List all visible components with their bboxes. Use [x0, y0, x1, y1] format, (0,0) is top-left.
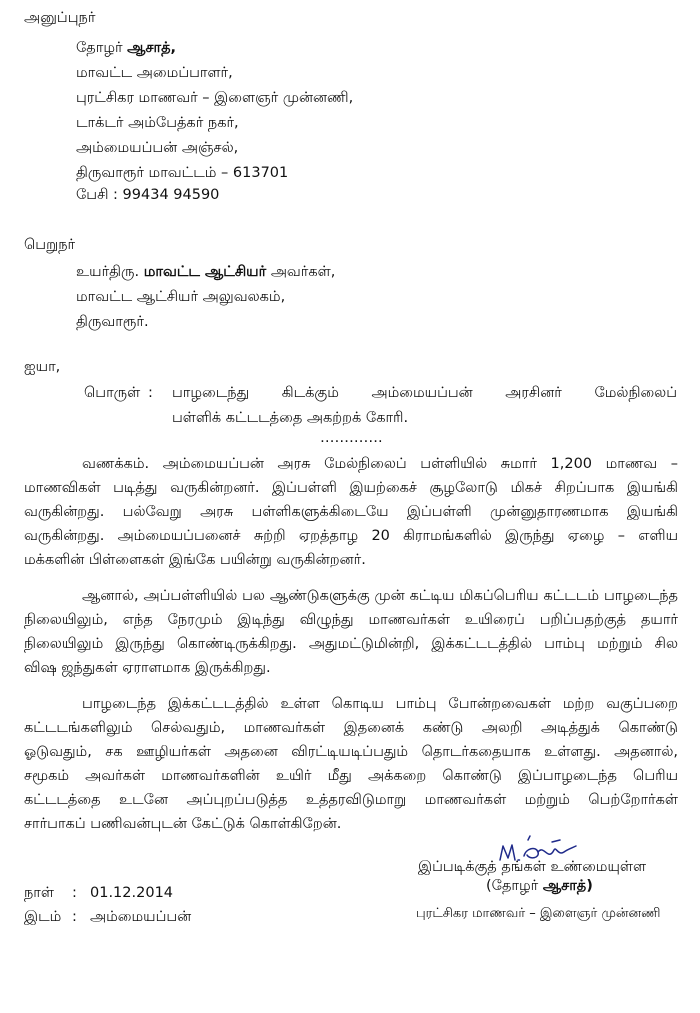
sender-name-line — [76, 38, 176, 58]
paragraph-line: வணக்கம். அம்மையப்பன் அரசு மேல்நிலைப் பள்ளியில் சுமார் 1,200 மாணவ – — [82, 456, 678, 472]
subject-dots: …………. — [320, 430, 383, 446]
paragraph-line: நிலையிலும், எந்த நேரமும் இடிந்து விழுந்து மாணவர்கள் உயிரைப் பறிப்பதற்குத் தயார் — [24, 612, 678, 628]
signatory-bold-name: ஆசாத்) — [542, 878, 593, 894]
recipient-heading: பெறுநர் — [24, 237, 76, 253]
place-value: அம்மையப்பன் — [90, 909, 192, 925]
body-paragraph-1 — [24, 452, 678, 572]
paragraph-line: கட்டடத்தை உடனே அப்புறப்படுத்த உத்தரவிடுமாறு மாணவர்கள் மற்றும் பெற்றோர்கள் — [24, 792, 678, 808]
recipient-title-line — [76, 262, 335, 282]
paragraph-line: சமூகம் அவர்கள் மாணவர்களின் உயிர் மீது அக்கறை கொண்டு இப்பாழடைந்த பெரிய — [24, 768, 678, 784]
sender-line: அம்மையப்பன் அஞ்சல், — [76, 140, 239, 156]
body-paragraph-2 — [24, 584, 678, 680]
place-label: இடம் — [24, 909, 62, 925]
paragraph-line: சார்பாகப் பணிவன்புடன் கேட்டுக் கொள்கிறேன். — [24, 816, 342, 832]
signature-image — [494, 832, 580, 868]
paragraph-line: ஆனால், அப்பள்ளியில் பல ஆண்டுகளுக்கு முன் கட்டிய மிகப்பெரிய கட்டடம் பாழடைந்த — [82, 588, 678, 604]
date-label: நாள் — [24, 885, 54, 901]
subject-line-2: பள்ளிக் கட்டடத்தை அகற்றக் கோரி. — [172, 410, 409, 426]
sender-prefix: தோழர் — [76, 40, 123, 56]
paragraph-line: வருகின்றது. பல்வேறு அரசு பள்ளிகளுக்கிடையே இப்பள்ளி முன்னுதாரணமாக இயங்கி — [24, 504, 678, 520]
paragraph-line: பாழடைந்த இக்கட்டடத்தில் உள்ள கொடிய பாம்பு போன்றவைகள் மற்ற வகுப்பறை — [82, 696, 678, 712]
salutation: ஐயா, — [24, 359, 61, 375]
recipient-line: மாவட்ட ஆட்சியர் அலுவலகம், — [76, 289, 286, 305]
place-colon: : — [72, 909, 77, 925]
recipient-prefix: உயர்திரு. — [76, 264, 140, 280]
sender-phone: பேசி : 99434 94590 — [76, 187, 220, 203]
body-paragraph-3 — [24, 692, 678, 836]
signatory-name — [486, 876, 593, 896]
paragraph-line: வருகின்றது. அம்மையப்பனைச் சுற்றி ஏறத்தாழ 20 கிராமங்களில் இருந்து ஏழை – எளிய — [24, 528, 678, 544]
date-colon: : — [72, 885, 77, 901]
subject-colon: : — [148, 385, 153, 401]
subject-label: பொருள் — [84, 385, 141, 401]
signatory-prefix: (தோழர் — [486, 878, 539, 894]
date-value: 01.12.2014 — [90, 885, 174, 901]
sender-line: திருவாரூர் மாவட்டம் – 613701 — [76, 165, 289, 181]
recipient-title: மாவட்ட ஆட்சியர் — [143, 264, 267, 280]
paragraph-line: கட்டடங்களிலும் செல்வதும், மாணவர்கள் இதனைக் கண்டு அலறி அடித்துக் கொண்டு — [24, 720, 678, 736]
sender-line: மாவட்ட அமைப்பாளர், — [76, 65, 233, 81]
sender-line: புரட்சிகர மாணவர் – இளைஞர் முன்னணி, — [76, 90, 354, 106]
recipient-suffix: அவர்கள், — [270, 264, 336, 280]
paragraph-line: விஷ ஜந்துகள் ஏராளமாக இருக்கிறது. — [24, 660, 271, 676]
paragraph-line: ஓடுவதும், சக ஊழியர்கள் அதனை விரட்டியடிப்பதும் தொடர்கதையாக உள்ளது. அதனால், — [24, 744, 678, 760]
sender-line: டாக்டர் அம்பேத்கர் நகர், — [76, 115, 239, 131]
sender-name: ஆசாத், — [127, 40, 177, 56]
paragraph-line: மாணவிகள் படித்து வருகின்றனர். இப்பள்ளி இயற்கைச் சூழலோடு மிகச் சிறப்பாக இயங்கி — [24, 480, 678, 496]
recipient-line: திருவாரூர். — [76, 314, 149, 330]
paragraph-line: நிலையிலும் இருந்து கொண்டிருக்கிறது. அதுமட்டுமின்றி, இக்கட்டடத்தில் பாம்பு மற்றும் சில — [24, 636, 678, 652]
sender-heading: அனுப்புநர் — [24, 10, 96, 26]
subject-line-1: பாழடைந்து கிடக்கும் அம்மையப்பன் அரசினர் மேல்நிலைப் — [172, 385, 677, 401]
closing-line: இப்படிக்குத் தங்கள் உண்மையுள்ள — [418, 859, 647, 875]
signatory-organisation: புரட்சிகர மாணவர் – இளைஞர் முன்னணி — [416, 906, 661, 921]
paragraph-line: மக்களின் பிள்ளைகள் இங்கே பயின்று வருகின்றனர். — [24, 552, 366, 568]
